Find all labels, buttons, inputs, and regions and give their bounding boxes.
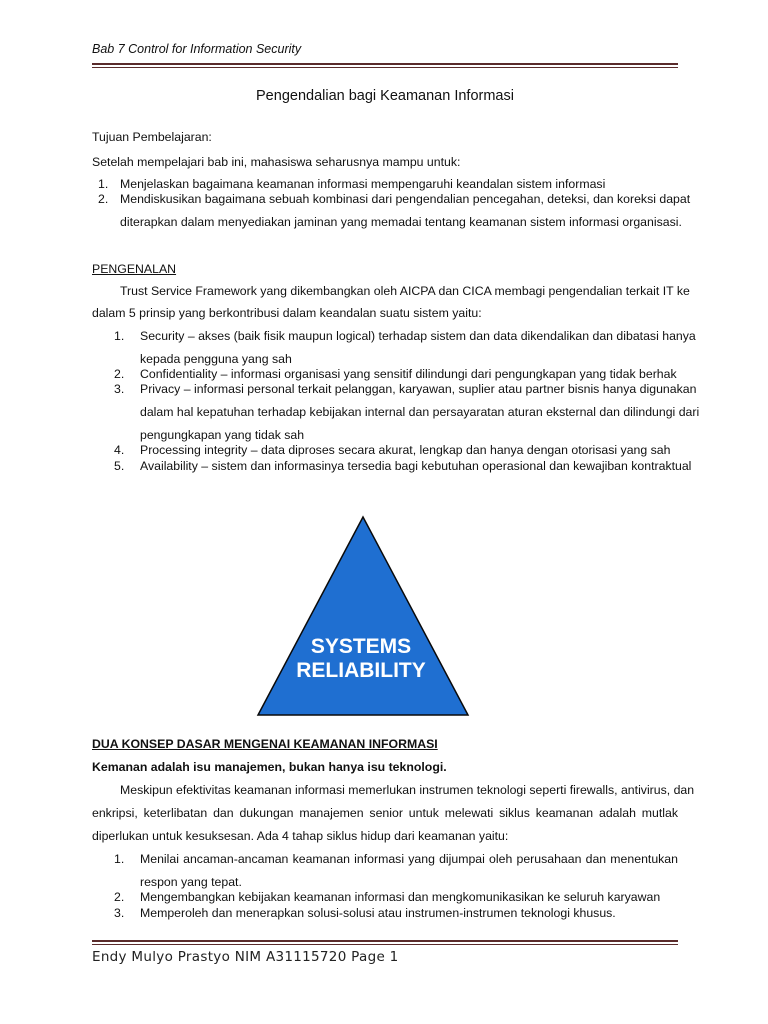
list-item-text: Processing integrity – data diproses secara akurat, lengkap dan hanya dengan otorisasi yang sah xyxy=(140,443,671,457)
paragraph-line: enkripsi, keterlibatan dan dukungan manajemen senior untuk melewati siklus keamanan adalah mutlak xyxy=(92,806,678,820)
footer-rule xyxy=(92,940,678,945)
paragraph-line: diperlukan untuk kesuksesan. Ada 4 tahap siklus hidup dari keamanan yaitu: xyxy=(92,829,509,843)
list-number: 2. xyxy=(114,367,125,381)
page-footer: Endy Mulyo Prastyo NIM A31115720 Page 1 xyxy=(92,949,399,965)
list-number: 3. xyxy=(114,906,125,920)
list-item-text: Memperoleh dan menerapkan solusi-solusi atau instrumen-instrumen teknologi khusus. xyxy=(140,906,616,920)
list-number: 1. xyxy=(114,329,125,343)
bold-statement: Kemanan adalah isu manajemen, bukan hanya isu teknologi. xyxy=(92,760,447,774)
running-header: Bab 7 Control for Information Security xyxy=(92,42,302,56)
list-item-text-cont: kepada pengguna yang sah xyxy=(140,352,292,366)
list-item-text: Privacy – informasi personal terkait pelanggan, karyawan, suplier atau partner bisnis hanya digunakan xyxy=(140,382,697,396)
list-item-text: Menilai ancaman-ancaman keamanan informasi yang dijumpai oleh perusahaan dan menentukan xyxy=(140,852,678,866)
section-heading-pengenalan: PENGENALAN xyxy=(92,262,177,276)
systems-reliability-triangle xyxy=(253,513,473,719)
learning-objectives-label: Tujuan Pembelajaran: xyxy=(92,130,212,144)
paragraph-line: Trust Service Framework yang dikembangkan oleh AICPA dan CICA membagi pengendalian terkait IT ke xyxy=(120,284,690,298)
learning-objectives-lead: Setelah mempelajari bab ini, mahasiswa seharusnya mampu untuk: xyxy=(92,155,461,169)
objective-text-cont: diterapkan dalam menyediakan jaminan yang memadai tentang keamanan sistem informasi organisasi. xyxy=(120,215,682,229)
list-item-text: Security – akses (baik fisik maupun logical) terhadap sistem dan data dikendalikan dan dibatasi hanya xyxy=(140,329,696,343)
paragraph-line: dalam 5 prinsip yang berkontribusi dalam keandalan suatu sistem yaitu: xyxy=(92,306,482,320)
triangle-shape xyxy=(258,517,468,715)
diagram-label-line2: RELIABILITY xyxy=(296,659,426,682)
paragraph-line: Meskipun efektivitas keamanan informasi memerlukan instrumen teknologi seperti firewalls, antivirus, dan xyxy=(120,783,695,797)
list-number: 3. xyxy=(114,382,125,396)
list-number: 1. xyxy=(114,852,125,866)
section-heading-dua-konsep: DUA KONSEP DASAR MENGENAI KEAMANAN INFORMASI xyxy=(92,737,438,751)
list-number: 4. xyxy=(114,443,125,457)
objective-number: 1. xyxy=(98,177,109,191)
list-number: 2. xyxy=(114,890,125,904)
objective-number: 2. xyxy=(98,192,109,206)
list-item-text: Availability – sistem dan informasinya tersedia bagi kebutuhan operasional dan kewajiban kontraktual xyxy=(140,459,692,473)
objective-text: Menjelaskan bagaimana keamanan informasi mempengaruhi keandalan sistem informasi xyxy=(120,177,606,191)
list-item-text: Mengembangkan kebijakan keamanan informasi dan mengkomunikasikan ke seluruh karyawan xyxy=(140,890,661,904)
list-number: 5. xyxy=(114,459,125,473)
diagram-label-line1: SYSTEMS xyxy=(310,635,412,658)
page-title: Pengendalian bagi Keamanan Informasi xyxy=(256,88,514,104)
list-item-text-cont: respon yang tepat. xyxy=(140,875,242,889)
header-rule xyxy=(92,63,678,68)
objective-text: Mendiskusikan bagaimana sebuah kombinasi dari pengendalian pencegahan, deteksi, dan koreksi dapat xyxy=(120,192,691,206)
list-item-text-cont: dalam hal kepatuhan terhadap kebijakan internal dan persayaratan aturan eksternal dan dilindungi dari xyxy=(140,405,700,419)
list-item-text-cont: pengungkapan yang tidak sah xyxy=(140,428,305,442)
list-item-text: Confidentiality – informasi organisasi yang sensitif dilindungi dari pengungkapan yang tidak berhak xyxy=(140,367,677,381)
